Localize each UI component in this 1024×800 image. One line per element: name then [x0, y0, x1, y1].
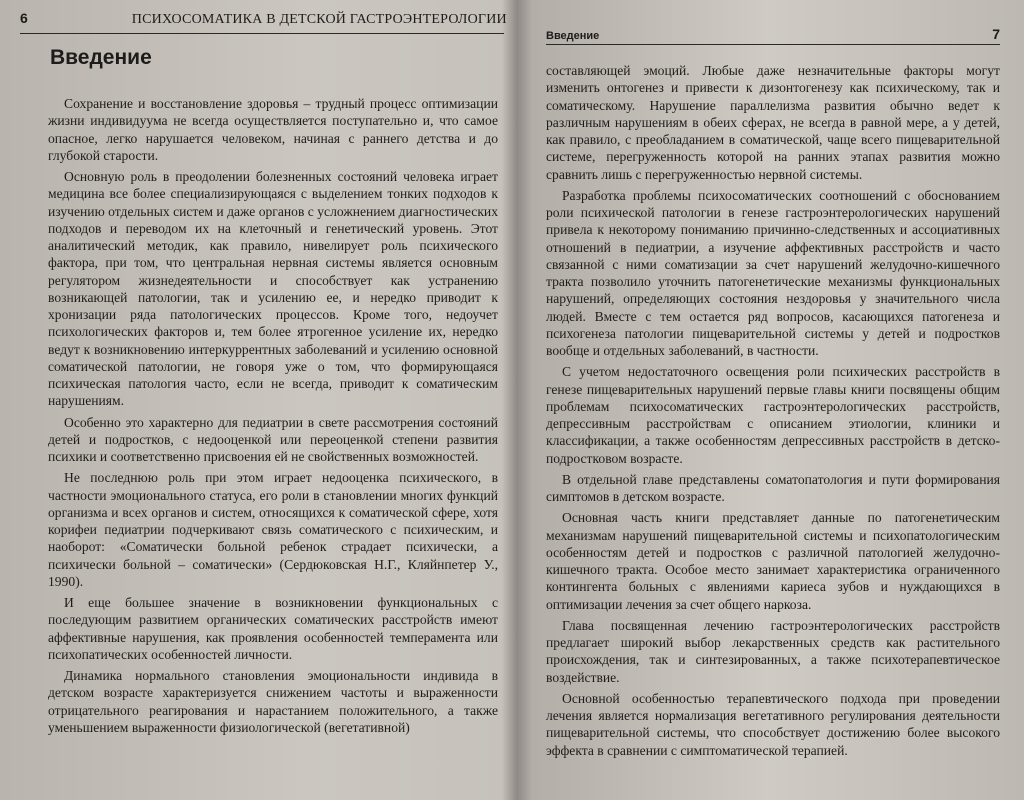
right-header-rule	[546, 44, 1000, 45]
left-header-rule	[20, 33, 504, 34]
right-page-number: 7	[992, 26, 1000, 42]
paragraph: Особенно это характерно для педиатрии в свете рассмотрения состояний детей и подростков, с недооценкой или переоценкой степени развития психики и соответственно присвоения ей не свойственных возможностей.	[48, 414, 498, 464]
paragraph: Сохранение и восстановление здоровья – трудный процесс оптимизации жизни индивидуума не всегда осуществляется поступательно и, что самое опасное, легко нарушается человеком, начиная с раннего детства и до глубокой старости.	[48, 96, 498, 163]
paragraph: составляющей эмоций. Любые даже незначительные факторы могут изменить онтогенез и привести к дизонтогенезу как психическому, так и соматическому. Нарушение параллелизма развития обычно ведет к различным нарушениям в обеих сферах, не всегда в равной мере, а у детей, как правило, с преобладанием в соматической, чаще всего пищеварительной системе, перегруженность которой на ранних этапах развития можно сравнить лишь с перегруженностью нервной системы.	[546, 63, 1000, 182]
left-page-header	[20, 10, 507, 28]
paragraph: Динамика нормального становления эмоциональности индивида в детском возрасте характеризуется снижением частоты и выраженности отрицательного реагирования и нарастанием положительного, а также уменьшением выраженности физиологической (вегетативной)	[48, 668, 498, 735]
paragraph: И еще большее значение в возникновении функциональных с последующим развитием органических соматических расстройств имеют аффективные нарушения, как проявления особенностей темперамента или психопатических особенностей личности.	[48, 595, 498, 662]
paragraph: Разработка проблемы психосоматических соотношений с обоснованием роли психической патологии в генезе гастроэнтерологических нарушений привела к некоторому пониманию причинно-следственных и ассоциативных отношений в педиатрии, а изучение аффективных расстройств и часто связанной с ними соматизации за счет нарушений желудочно-кишечного тракта позволило уточнить патогенетические механизмы функциональных нарушений, определяющих состояния нездоровья у значительного числа людей. Вместе с тем остается ряд вопросов, касающихся патогенеза и психогенеза патологии пищеварительной системы у детей и подростков вообще и отдельных заболеваний, в частности.	[546, 187, 1000, 358]
left-page-number: 6	[20, 10, 28, 26]
paragraph: Основную роль в преодолении болезненных состояний человека играет медицина все более специализирующаяся с выделением тонких подходов к изучению отдельных систем и даже органов с усложнением диагностических подходов и переводом их на клеточный и генетический уровень. Этот аналитический методик, как правило, нивелирует роль психического фактора, при том, что центральная нервная системы является основным регулятором жизнедеятельности и способствует как устранению возникающей патологии, так и усилению ее, и нередко приводит к хронизации ряда патологических процессов. Кроме того, недоучет психологических факторов и, тем более ятрогенное усиление их, нередко ведут к возникновению интеркуррентных заболеваний и усилению основной соматической патологии, не говоря уже о том, что формирующаяся психическая патология часто, если не всегда, приводит к соматическим нарушениям.	[48, 169, 498, 409]
paragraph: Основной особенностью терапевтического подхода при проведении лечения является нормализация вегетативного регулирования деятельности пищеварительной системы, что способствует достижению более высокого эффекта в сравнении с симптоматической терапией.	[546, 690, 1000, 758]
right-body-text	[546, 62, 1000, 763]
paragraph: В отдельной главе представлены соматопатология и пути формирования симптомов в детском возрасте.	[546, 471, 1000, 504]
right-page	[516, 0, 1024, 800]
paragraph: Основная часть книги представляет данные по патогенетическим механизмам нарушений пищеварительной системы и психопатологическим особенностям детей и подростков с различной патологией желудочно-кишечного тракта. Особое место занимает характеристика ограниченного контингента больных с явлениями кариеса зубов и нуждающихся в оптимизации лечения за счет общего наркоза.	[546, 510, 1000, 612]
paragraph: С учетом недостаточного освещения роли психических расстройств в генезе пищеварительных нарушений первые главы книги посвящены общим проблемам психосоматических гастроэнтерологических расстройств, депрессивным расстройствам с описанием этиологии, клиники и классификации, а также особенностям депрессивных расстройств в детско-подростковом возрасте.	[546, 364, 1000, 466]
left-running-head: ПСИХОСОМАТИКА В ДЕТСКОЙ ГАСТРОЭНТЕРОЛОГИИ	[131, 12, 507, 27]
right-running-head: Введение	[546, 30, 600, 42]
paragraph: Не последнюю роль при этом играет недооценка психического, в частности эмоционального статуса, его роли в становлении многих функций организма и всех органов и систем, относящихся к соматической сфере, хотя корифеи педиатрии подчеркивают связь соматического с психическим, и наоборот: «Соматически больной ребенок страдает психически, а психически больной – соматически» (Сердюковская Н.Г., Кляйнпетер У., 1990).	[48, 470, 498, 589]
paragraph: Глава посвященная лечению гастроэнтерологических расстройств предлагает широкий выбор лекарственных средств как растительного происхождения, так и синтезированных, а также психотерапевтическое воздействие.	[546, 617, 1000, 685]
right-page-header	[546, 26, 1000, 42]
left-body-text	[48, 95, 498, 740]
chapter-heading: Введение	[50, 46, 152, 69]
